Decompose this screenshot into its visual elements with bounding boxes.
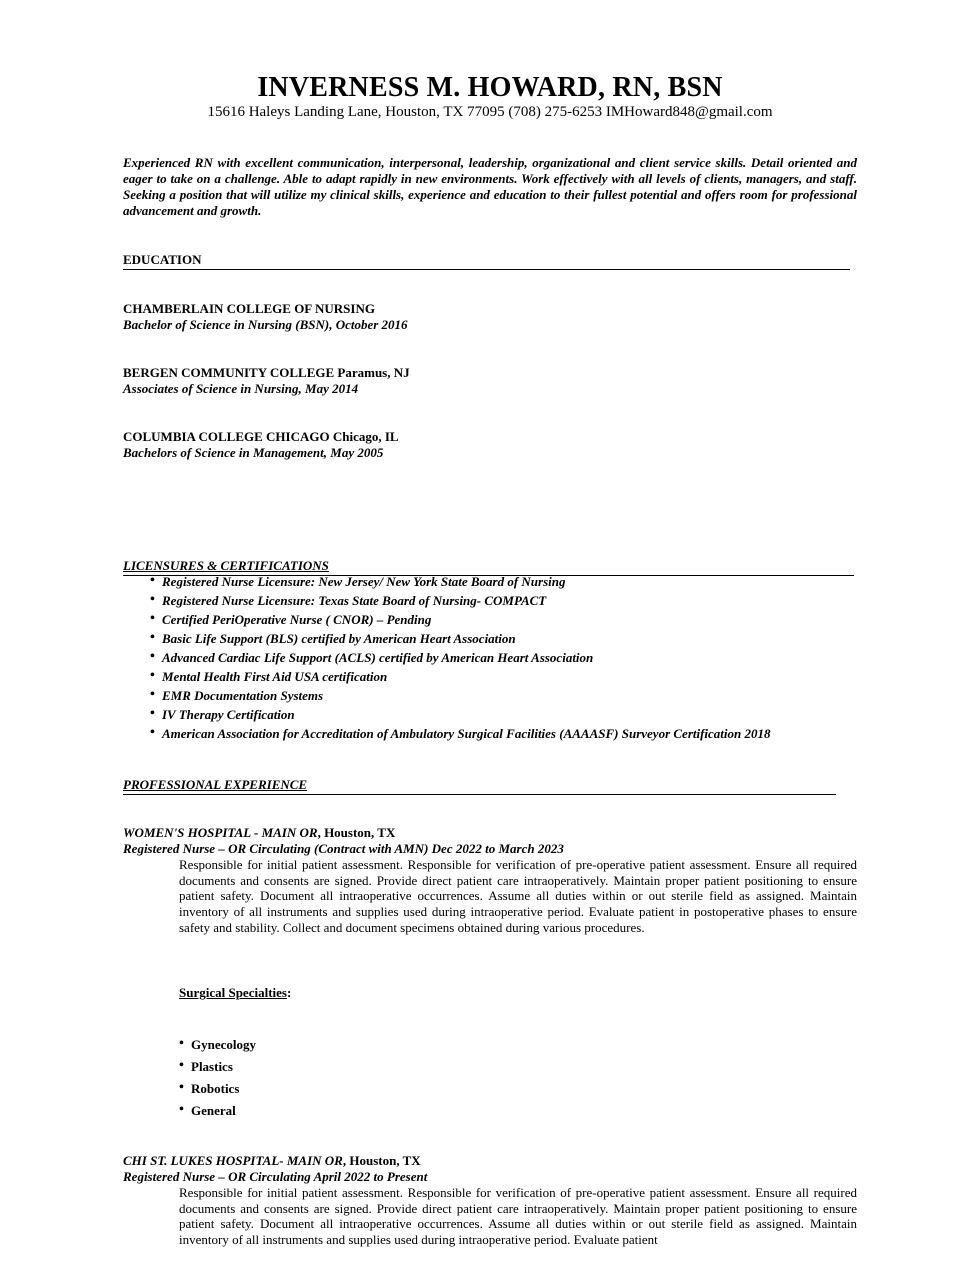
professional-summary: Experienced RN with excellent communication, interpersonal, leadership, organizational and client service skills. Detail oriented and eager to take on a challenge. Able to adapt rapidly in new environments. Work effectively with all levels of clients, managers, and staff. Seeking a position that will utilize my clinical skills, experience and education to their fullest potential and offers room for professional advancement and growth. <box>123 155 857 218</box>
list-item: • General <box>179 1102 236 1118</box>
employer-name: CHI ST. LUKES HOSPITAL- MAIN OR <box>123 1153 343 1168</box>
job-employer-line <box>123 825 395 841</box>
list-item: • Gynecology <box>179 1036 256 1052</box>
job-role: Registered Nurse – OR Circulating (Contract with AMN) Dec 2022 to March 2023 <box>123 841 564 856</box>
list-item: • Registered Nurse Licensure: Texas State Board of Nursing- COMPACT <box>150 592 547 608</box>
job-role: Registered Nurse – OR Circulating April 2022 to Present <box>123 1169 428 1184</box>
certifications-heading: LICENSURES & CERTIFICATIONS <box>123 558 854 576</box>
degree: Bachelor of Science in Nursing (BSN), October 2016 <box>123 317 408 332</box>
bullet-icon: • <box>179 1102 184 1117</box>
list-item: • Advanced Cardiac Life Support (ACLS) certified by American Heart Association <box>150 649 594 665</box>
school-name: COLUMBIA COLLEGE CHICAGO Chicago, IL <box>123 429 399 444</box>
list-item: • Basic Life Support (BLS) certified by American Heart Association <box>150 630 516 646</box>
employer-name: WOMEN'S HOSPITAL - MAIN OR <box>123 825 318 840</box>
candidate-name: INVERNESS M. HOWARD, RN, BSN <box>257 72 723 103</box>
bullet-icon: • <box>150 725 155 740</box>
list-item: • Certified PeriOperative Nurse ( CNOR) – Pending <box>150 611 432 627</box>
job-description: Responsible for initial patient assessment. Responsible for verification of pre-operative patient assessment. Ensure all required documents and consents are signed. Provide direct patient care intraoperatively. Maintain proper patient positioning to ensure patient safety. Document all intraoperative occurrences. Assume all duties within or out sterile field as assigned. Maintain inventory of all instruments and supplies used during intraoperative period. Evaluate patient <box>179 1185 857 1248</box>
specialties-heading: Surgical Specialties: <box>179 985 292 1000</box>
bullet-icon: • <box>179 1036 184 1051</box>
bullet-icon: • <box>150 592 155 607</box>
contact-line: 15616 Haleys Landing Lane, Houston, TX 77095 (708) 275-6253 IMHoward848@gmail.com <box>207 104 773 120</box>
employer-location: , Houston, TX <box>342 1153 421 1168</box>
bullet-icon: • <box>150 668 155 683</box>
list-item: • Robotics <box>179 1080 240 1096</box>
specialties-list <box>179 1037 256 1125</box>
job-employer-line <box>123 1153 421 1169</box>
list-item: • Registered Nurse Licensure: New Jersey/ New York State Board of Nursing <box>150 573 566 589</box>
bullet-icon: • <box>150 649 155 664</box>
list-item: • Mental Health First Aid USA certification <box>150 668 388 684</box>
certifications-list <box>150 574 771 745</box>
bullet-icon: • <box>150 611 155 626</box>
degree: Bachelors of Science in Management, May 2005 <box>123 445 384 460</box>
bullet-icon: • <box>150 573 155 588</box>
education-heading: EDUCATION <box>123 252 850 270</box>
list-item: • Plastics <box>179 1058 233 1074</box>
school-name: BERGEN COMMUNITY COLLEGE Paramus, NJ <box>123 365 410 380</box>
bullet-icon: • <box>150 630 155 645</box>
job-description: Responsible for initial patient assessment. Responsible for verification of pre-operative patient assessment. Ensure all required documents and consents are signed. Provide direct patient care intraoperatively. Maintain proper patient positioning to ensure patient safety. Document all intraoperative occurrences. Assume all duties within or out sterile field as assigned. Maintain inventory of all instruments and supplies used during intraoperative period. Evaluate patient in postoperative phases to ensure safety and stability. Collect and document specimens obtained during various procedures. <box>179 857 857 935</box>
list-item: • American Association for Accreditation of Ambulatory Surgical Facilities (AAAASF) Surveyor Certification 2018 <box>150 725 771 741</box>
bullet-icon: • <box>179 1058 184 1073</box>
bullet-icon: • <box>150 687 155 702</box>
school-name: CHAMBERLAIN COLLEGE OF NURSING <box>123 301 375 316</box>
bullet-icon: • <box>179 1080 184 1095</box>
list-item: • EMR Documentation Systems <box>150 687 324 703</box>
bullet-icon: • <box>150 706 155 721</box>
degree: Associates of Science in Nursing, May 2014 <box>123 381 359 396</box>
experience-heading: PROFESSIONAL EXPERIENCE <box>123 777 836 795</box>
list-item: • IV Therapy Certification <box>150 706 295 722</box>
employer-location: , Houston, TX <box>317 825 396 840</box>
